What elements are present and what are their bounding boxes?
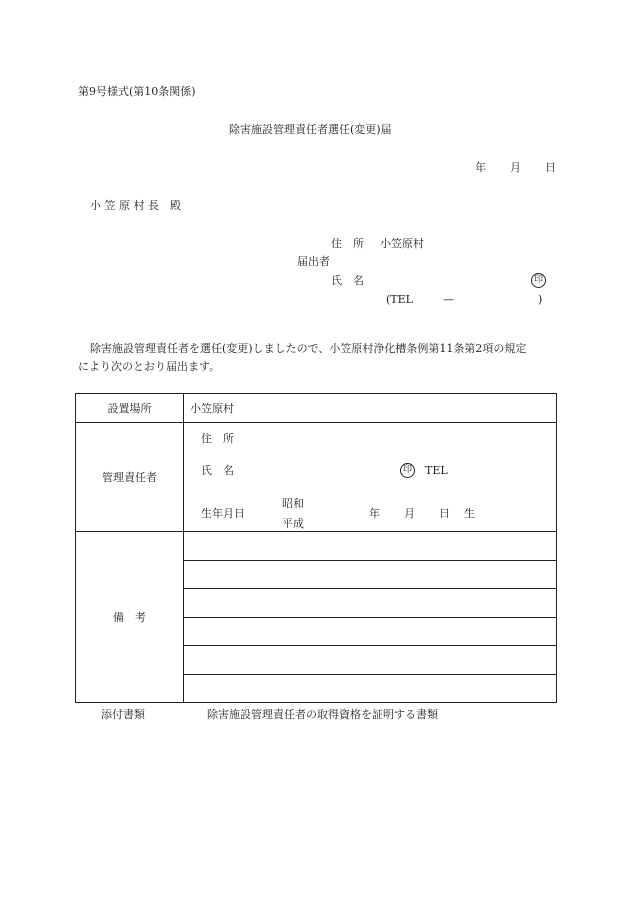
manager-address-label: 住 所 (201, 432, 234, 445)
remarks-line-1 (184, 532, 557, 561)
date-month: 月 (510, 161, 521, 174)
manager-tel-label: TEL (425, 464, 448, 477)
era-heisei: 平成 (282, 517, 304, 530)
applicant-tel-dash: — (443, 293, 454, 306)
manager-seal-icon: 印 (400, 463, 415, 478)
remarks-line-2 (184, 561, 557, 589)
body-text-line1: 除害施設管理責任者を選任(変更)しましたので、小笠原村浄化槽条例第11条第2項の規定 (90, 342, 527, 355)
era-showa: 昭和 (282, 497, 304, 510)
remarks-line-3 (184, 589, 557, 618)
remarks-line-5 (184, 646, 557, 675)
location-cell (184, 394, 557, 423)
addressee: 小 笠 原 村 長 殿 (90, 199, 181, 212)
body-text-line2: により次のとおり届出ます。 (78, 360, 221, 373)
form-number: 第9号様式(第10条関係) (78, 85, 196, 98)
applicant-tel-close: ) (538, 293, 543, 306)
remarks-line-6 (184, 675, 557, 703)
dob-label: 生年月日 (201, 507, 245, 520)
manager-label: 管理責任者 (76, 423, 184, 532)
location-label: 設置場所 (76, 394, 184, 423)
remarks-line-4 (184, 618, 557, 646)
applicant-role: 届出者 (297, 255, 330, 268)
attachment-value: 除害施設管理責任者の取得資格を証明する書類 (207, 708, 438, 721)
manager-name-label: 氏 名 (201, 464, 234, 477)
manager-details-cell (184, 423, 557, 532)
applicant-name-label: 氏 名 (331, 274, 364, 287)
dob-month: 月 (404, 507, 415, 520)
date-year: 年 (475, 161, 486, 174)
remarks-label: 備 考 (76, 532, 184, 703)
dob-born: 生 (464, 507, 475, 520)
dob-day: 日 (439, 507, 450, 520)
applicant-address-label: 住 所 (331, 237, 364, 250)
attachment-label: 添付書類 (101, 708, 145, 721)
applicant-seal-icon: 印 (531, 273, 546, 288)
location-value: 小笠原村 (190, 402, 234, 415)
date-day: 日 (545, 161, 556, 174)
applicant-tel-open: (TEL (386, 293, 413, 306)
applicant-address-value: 小笠原村 (380, 237, 424, 250)
form-title: 除害施設管理責任者選任(変更)届 (229, 123, 392, 136)
notification-table (75, 393, 557, 703)
dob-year: 年 (369, 507, 380, 520)
